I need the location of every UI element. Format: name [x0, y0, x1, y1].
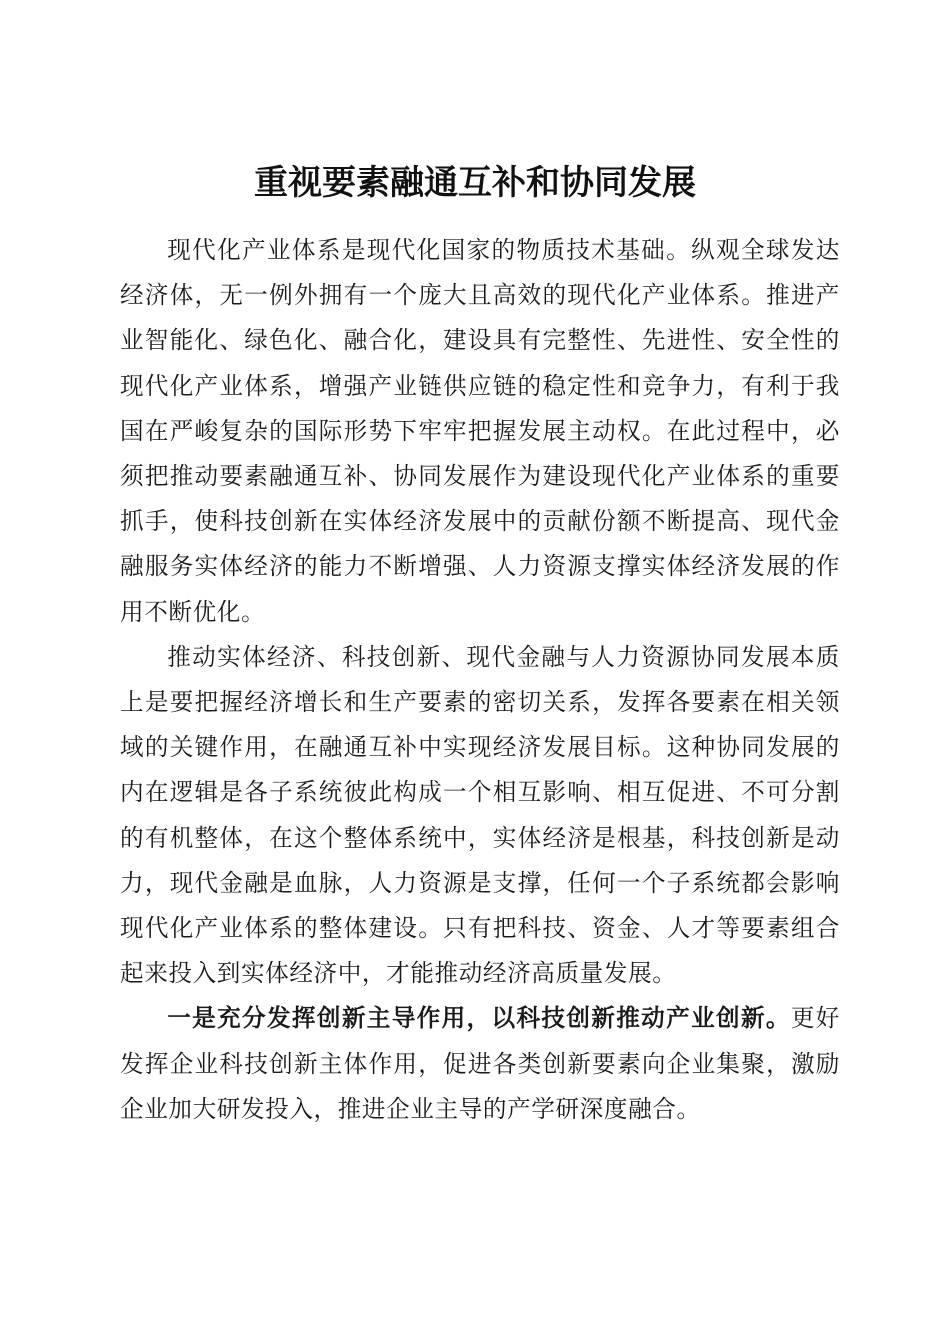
paragraph-text: 现代化产业体系是现代化国家的物质技术基础。纵观全球发达经济体，无一例外拥有一个庞大且高效的现代化产业体系。推进产业智能化、绿色化、融合化，建设具有完整性、先进性、安全性的现代化产业体系，增强产业链供应链的稳定性和竞争力，有利于我国在严峻复杂的国际形势下牢牢把握发展主动权。在此过程中，必须把推动要素融通互补、协同发展作为建设现代化产业体系的重要抓手，使科技创新在实体经济发展中的贡献份额不断提高、现代金融服务实体经济的能力不断增强、人力资源支撑实体经济发展的作用不断优化。 — [120, 236, 840, 626]
paragraph-lead: 一是充分发挥创新主导作用，以科技创新推动产业创新。 — [167, 1004, 791, 1033]
paragraph-1 — [120, 228, 840, 635]
paragraph-text: 更好发挥企业科技创新主体作用，促进各类创新要素向企业集聚，激励企业加大研发投入，推进企业主导的产学研深度融合。 — [120, 1004, 841, 1123]
paragraph-2 — [120, 635, 840, 997]
document-title: 重视要素融通互补和协同发展 — [254, 162, 696, 203]
paragraph-text: 推动实体经济、科技创新、现代金融与人力资源协同发展本质上是要把握经济增长和生产要素的密切关系，发挥各要素在相关领域的关键作用，在融通互补中实现经济发展目标。这种协同发展的内在逻辑是各子系统彼此构成一个相互影响、相互促进、不可分割的有机整体，在这个整体系统中，实体经济是根基，科技创新是动力，现代金融是血脉，人力资源是支撑，任何一个子系统都会影响现代化产业体系的整体建设。只有把科技、资金、人才等要素组合起来投入到实体经济中，才能推动经济高质量发展。 — [120, 642, 840, 988]
document-body — [120, 228, 840, 1132]
paragraph-3 — [120, 996, 840, 1132]
